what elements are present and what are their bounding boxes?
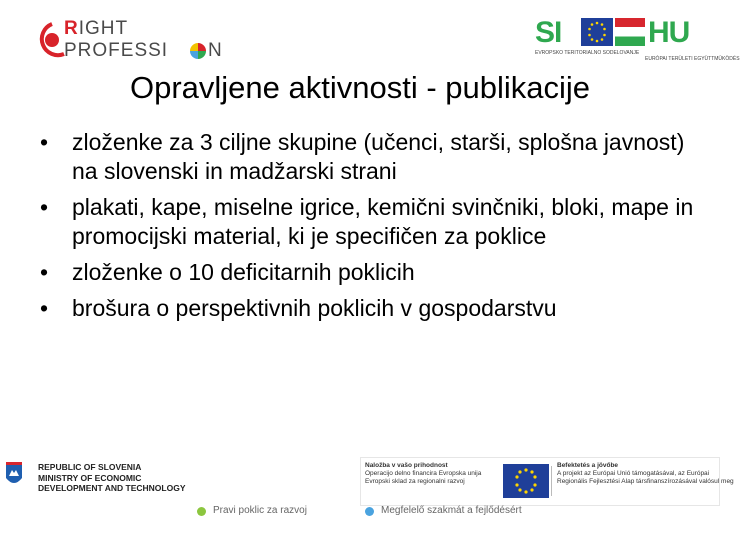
tagline-si: Pravi poklic za razvoj xyxy=(213,505,307,516)
bullet-item: • plakati, kape, miselne igrice, kemični svinčniki, bloki, mape in promocijski material, ki je specifičen za poklice xyxy=(40,194,694,249)
si-hu-logo xyxy=(535,16,740,66)
logo-line-2-tail: N xyxy=(208,40,222,61)
bullet-dot: • xyxy=(40,295,49,321)
eu-box-divider xyxy=(551,466,552,496)
sihu-subtitle-right: EURÓPAI TERÜLETI EGYÜTTMŰKÖDÉS xyxy=(645,56,740,62)
eu-funding-text-si: Naložba v vašo prihodnost Operacijo delno financira Evropska unija Evropski sklad za regionalni razvoj xyxy=(365,462,482,485)
eu-funding-box xyxy=(360,457,734,506)
ministry-text: REPUBLIC OF SLOVENIA MINISTRY OF ECONOMIC DEVELOPMENT AND TECHNOLOGY xyxy=(38,462,186,493)
sihu-subtitle-left: EVROPSKO TERITORIALNO SODELOVANJE xyxy=(535,50,640,56)
eu-funding-text-hu: Befektetés a jövőbe A projekt az Európai Unió támogatásával, az Európai Regionális Fejlesztési Alap társfinanszírozásával valósul meg xyxy=(557,462,734,485)
bullet-dot: • xyxy=(40,194,49,220)
bullet-item: • zloženke o 10 deficitarnih poklicih xyxy=(40,259,415,285)
bullet-item: • brošura o perspektivnih poklicih v gospodarstvu xyxy=(40,295,557,321)
sihu-hu-text: HU xyxy=(648,16,690,49)
tagline-hu: Megfelelő szakmát a fejlődésért xyxy=(381,505,522,516)
right-profession-logo xyxy=(32,16,232,66)
bullet-dot: • xyxy=(40,129,49,155)
slovenia-crest-icon xyxy=(6,462,22,488)
sihu-si-text: SI xyxy=(535,16,562,49)
ministry-logo xyxy=(0,458,192,504)
slide-title: Opravljene aktivnosti - publikacije xyxy=(129,70,591,105)
logo-line-1: RIGHT xyxy=(64,18,129,39)
eu-flag-icon xyxy=(503,464,549,498)
hungary-flag-icon xyxy=(615,18,645,46)
bullet-dot: • xyxy=(40,259,49,285)
logo-line-2: PROFESSI xyxy=(64,40,169,61)
bullet-list xyxy=(40,128,700,330)
eu-flag-icon xyxy=(581,18,613,46)
tagline-dot-icon xyxy=(197,507,206,516)
tagline-dot-icon xyxy=(365,507,374,516)
bullet-item: • zloženke za 3 ciljne skupine (učenci, starši, splošna javnost) na slovenski in madžarski strani xyxy=(40,129,685,184)
logo-o-icon xyxy=(190,43,206,59)
